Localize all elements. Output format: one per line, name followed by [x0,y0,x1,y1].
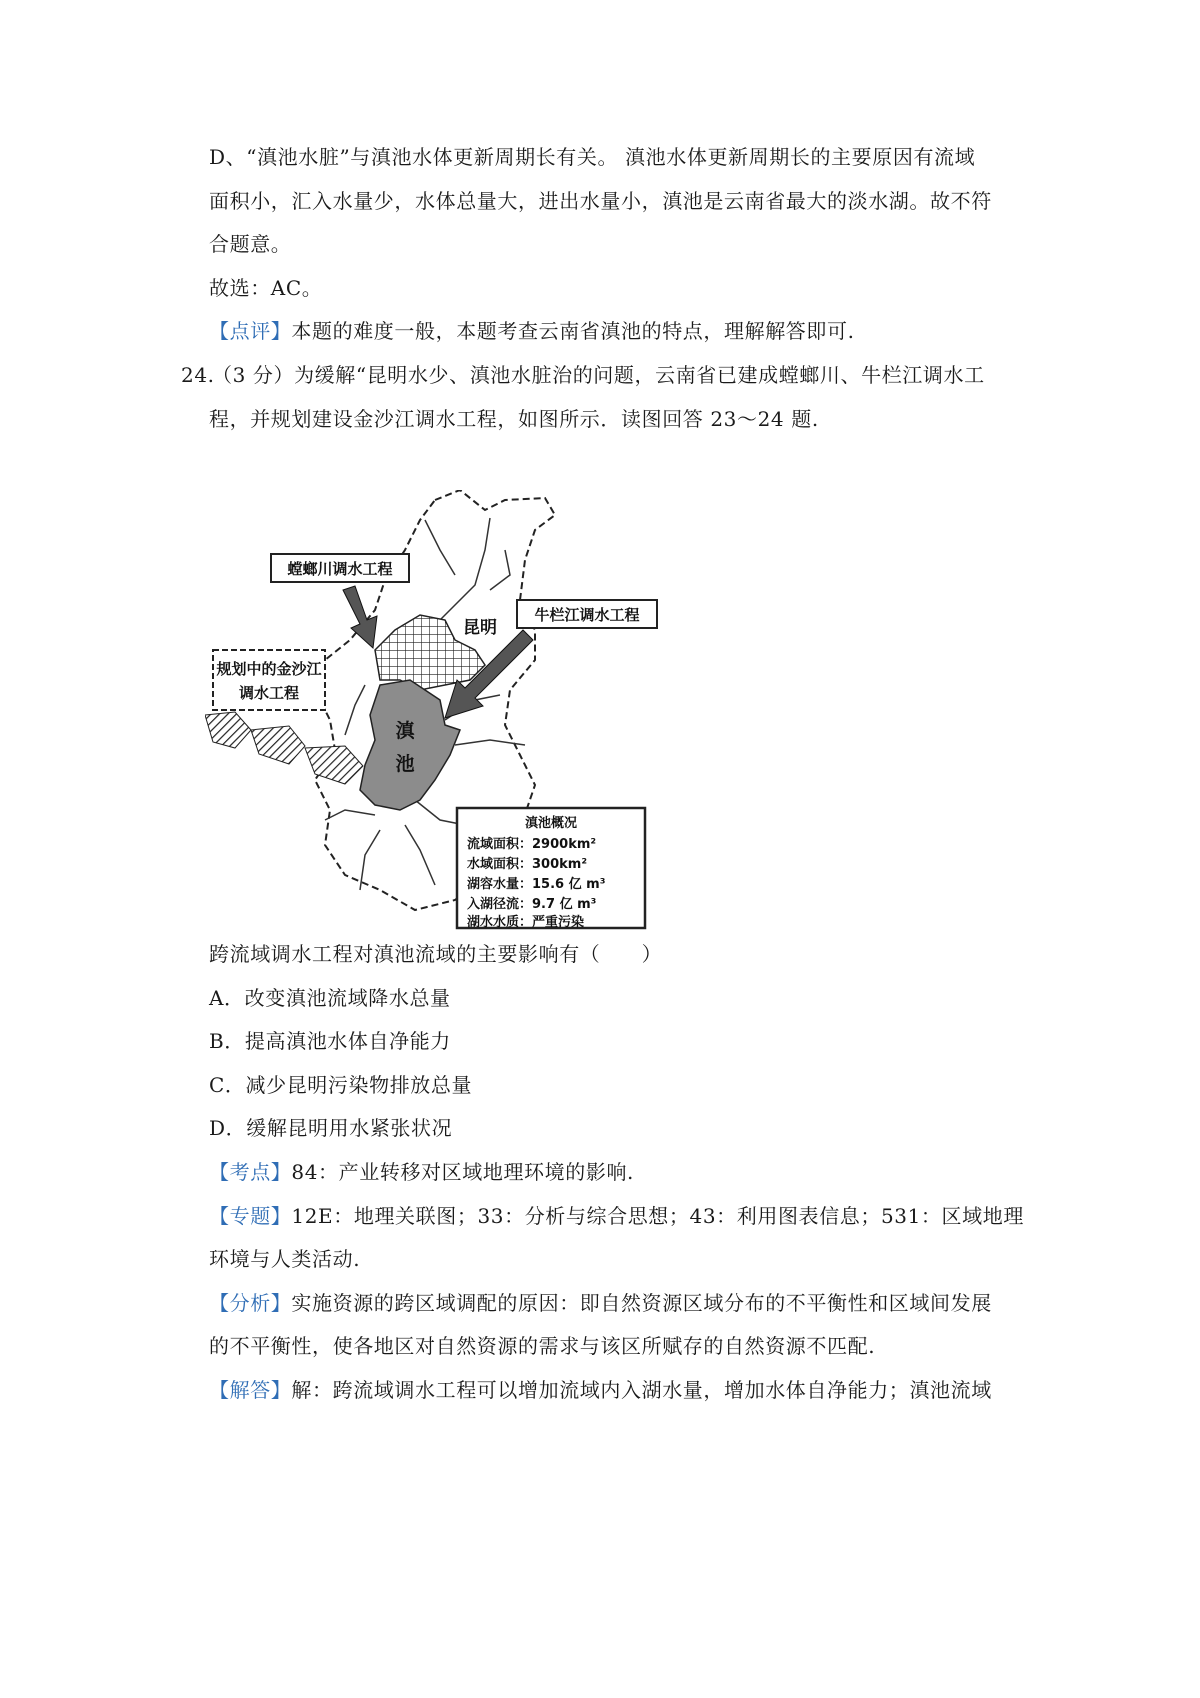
svg-text:入湖径流：9.7 亿 m³ [467,896,596,912]
fenxi-line [209,1288,992,1318]
fenxi-tag: 【分析】 [209,1291,292,1315]
tanglang-arrow [343,586,377,648]
dianchi-map [205,490,675,940]
question-stem: 程，并规划建设金沙江调水工程，如图所示．读图回答 23～24 题. [209,407,819,431]
svg-text:湖水水质：严重污染 [467,914,584,930]
jinsha-label-1: 规划中的金沙江 [216,660,322,678]
svg-text:水域面积：300km² [467,856,587,872]
question-stem: （3 分）为缓解“昆明水少、滇池水脏治的问题，云南省已建成螳螂川、牛栏江调水工 [212,363,985,387]
info-volume-label: 湖容水量： [467,877,533,892]
lake-label-2: 池 [395,753,415,775]
info-quality-label: 湖水水质： [467,915,533,930]
svg-text:湖容水量：15.6 亿 m³ [467,876,605,892]
info-inflow-value: 9.7 亿 m³ [532,897,597,912]
option-c: C．减少昆明污染物排放总量 [209,1073,473,1097]
info-water-label: 水域面积： [467,857,533,872]
option-a: A．改变滇池流域降水总量 [209,986,451,1010]
comment-text: 本题的难度一般，本题考查云南省滇池的特点，理解解答即可. [291,319,855,343]
kaodian-text: 84：产业转移对区域地理环境的影响. [291,1160,635,1184]
text-line: D、“滇池水脏”与滇池水体更新周期长有关。 滇池水体更新周期长的主要原因有流域 [209,145,976,169]
text-line: 故选：AC。 [209,276,323,300]
comment-tag: 【点评】 [209,319,292,343]
niulan-label: 牛栏江调水工程 [534,606,640,624]
zhuanti-line [209,1201,1024,1231]
fenxi-text: 实施资源的跨区域调配的原因：即自然资源区域分布的不平衡性和区域间发展 [291,1291,992,1315]
kunming-label: 昆明 [463,618,497,638]
question-text: 跨流域调水工程对滇池流域的主要影响有（ ） [209,942,663,966]
info-title: 滇池概况 [524,816,578,831]
zhuanti-line-2: 环境与人类活动. [209,1247,361,1271]
question-number: 24. [181,363,215,387]
info-inflow-label: 入湖径流： [467,897,533,912]
lake-label-1: 滇 [395,720,415,742]
jieda-tag: 【解答】 [209,1378,292,1402]
jinsha-label-2: 调水工程 [238,684,300,702]
jieda-line [209,1375,992,1405]
tanglang-label: 螳螂川调水工程 [287,560,393,578]
option-d: D．缓解昆明用水紧张状况 [209,1116,453,1140]
text-line: 面积小，汇入水量少，水体总量大，进出水量小，滇池是云南省最大的淡水湖。故不符 [209,189,992,213]
kaodian-tag: 【考点】 [209,1160,292,1184]
jinsha-arrows [205,712,363,784]
kaodian-line [209,1157,634,1187]
info-volume-value: 15.6 亿 m³ [532,877,606,892]
info-quality-value: 严重污染 [532,915,585,930]
svg-text:流域面积：2900km² [467,836,596,852]
jieda-text: 解：跨流域调水工程可以增加流域内入湖水量，增加水体自净能力；滇池流域 [291,1378,992,1402]
zhuanti-text: 12E：地理关联图；33：分析与综合思想；43：利用图表信息；531：区域地理 [291,1204,1024,1228]
info-area-value: 2900km² [532,837,597,852]
fenxi-line-2: 的不平衡性，使各地区对自然资源的需求与该区所赋存的自然资源不匹配. [209,1334,876,1358]
option-b: B．提高滇池水体自净能力 [209,1029,451,1053]
text-line: 合题意。 [209,232,292,256]
comment-line [209,316,855,346]
info-area-label: 流域面积： [467,837,533,852]
info-water-value: 300km² [532,857,588,872]
dianchi-lake [360,680,460,810]
zhuanti-tag: 【专题】 [209,1204,292,1228]
